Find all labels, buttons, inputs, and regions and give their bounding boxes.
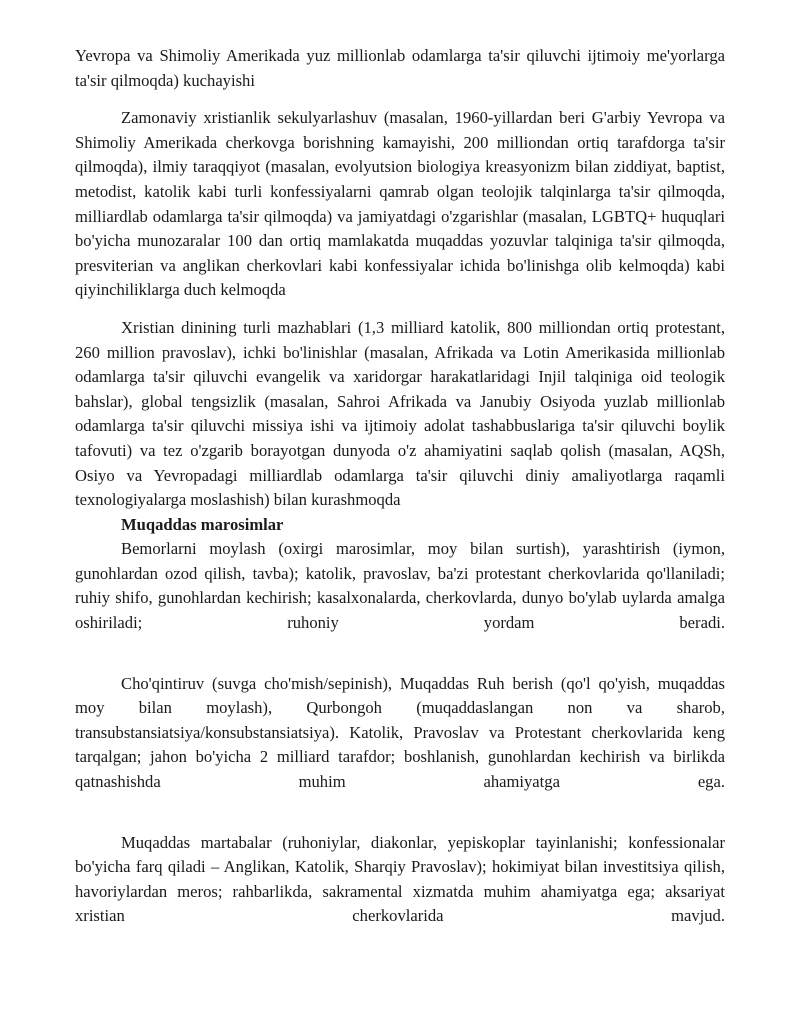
paragraph-1: Yevropa va Shimoliy Amerikada yuz millionlab odamlarga ta'sir qiluvchi ijtimoiy me'yorlarga ta'sir qilmoqda) kuchayishi: [75, 46, 725, 90]
paragraph-3: Xristian dinining turli mazhablari (1,3 milliard katolik, 800 milliondan ortiq protestant, 260 million pravoslav), ichki bo'linishlar (masalan, Afrikada va Lotin Amerikasida millionlab odamlarga ta'sir qiluvchi evangelik va xaridorgar harakatlaridagi Injil talqiniga oid teologik bahslar), global tengsizlik (masalan, Sahroi Afrikada va Janubiy Osiyoda yuzlab millionlab odamlarga ta'sir qiluvchi missiya ishi va ijtimoiy adolat tashabbuslariga ta'sir qiluvchi boylik tafovuti) va tez o'zgarib borayotgan dunyoda o'z ahamiyatini saqlab qolish (masalan, AQSh, Osiyo va Yevropadagi milliardlab odamlarga ta'sir qiluvchi diniy amaliyotlarga raqamli texnologiyalarga moslashish) bilan kurashmoqda: [75, 317, 725, 510]
paragraph-5: Cho'qintiruv (suvga cho'mish/sepinish), Muqaddas Ruh berish (qo'l qo'yish, muqaddas moy bilan moylash), Qurbongoh (muqaddaslangan non va sharob, transubstansiatsiya/konsubstansiatsiya). Katolik, Pravoslav va Protestant cherkovlarida keng tarqalgan; jahon bo'yicha 2 milliard tarafdor; boshlanish, gunohlardan kechirish va birlikda qatnashishda muhim ahamiyatga ega.: [75, 673, 725, 792]
paragraph-4: Bemorlarni moylash (oxirgi marosimlar, moy bilan surtish), yarashtirish (iymon, gunohlardan ozod qilish, tavba); katolik, pravoslav, ba'zi protestant cherkovlarida qo'llaniladi; ruhiy shifo, gunohlardan kechirish; kasalxonalarda, cherkovlarda, dunyo bo'ylab uylarda amalga oshiriladi; ruhoniy yordam beradi.: [75, 539, 725, 633]
paragraph-2: Zamonaviy xristianlik sekulyarlashuv (masalan, 1960-yillardan beri G'arbiy Yevropa va Shimoliy Amerikada cherkovga borishning kamayishi, 200 milliondan ortiq tarafdorga ta'sir qilmoqda), ilmiy taraqqiyot (masalan, evolyutsion biologiya kreasyonizm bilan ziddiyat, baptist, metodist, katolik kabi turli konfessiyalarni qamrab olgan teolojik talqinlarga ta'sir qilmoqda, milliardlab odamlarga ta'sir qilmoqda) va jamiyatdagi o'zgarishlar (masalan, LGBTQ+ huquqlari bo'yicha munozaralar 100 dan ortiq mamlakatda muqaddas yozuvlar talqiniga ta'sir qilmoqda, presviterian va anglikan cherkovlari kabi konfessiyalar ichida bo'linishga olib kelmoqda) kabi qiyinchiliklarga duch kelmoqda: [75, 108, 725, 300]
paragraph-6: Muqaddas martabalar (ruhoniylar, diakonlar, yepiskoplar tayinlanishi; konfessionalar bo'yicha farq qiladi – Anglikan, Katolik, Sharqiy Pravoslav); hokimiyat bilan investitsiya qilish, havoriylardan meros; rahbarlikda, sakramental xizmatda muhim ahamiyatga ega; aksariyat xristian cherkovlarida mavjud.: [75, 832, 725, 926]
section-heading: Muqaddas marosimlar: [121, 514, 284, 534]
document-page: [75, 44, 725, 929]
